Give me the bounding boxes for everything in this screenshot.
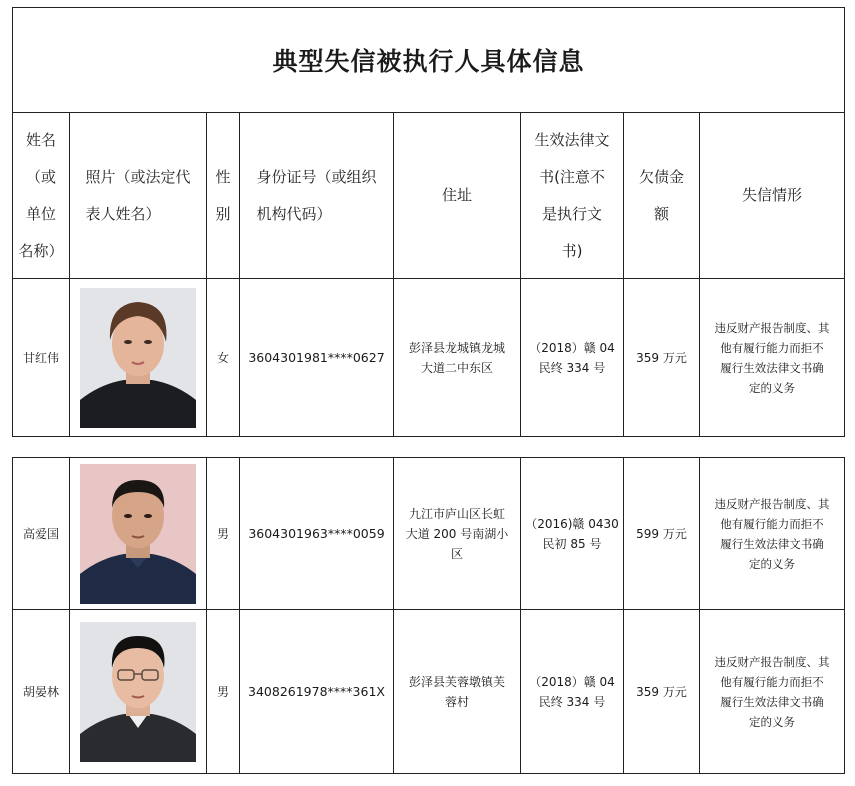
gender: 男 <box>207 610 240 774</box>
situation: 违反财产报告制度、其 他有履行能力而拒不 履行生效法律文书确 定的义务 <box>700 458 845 610</box>
court-document: （2018）赣 04 民终 334 号 <box>521 279 624 437</box>
situation: 违反财产报告制度、其 他有履行能力而拒不 履行生效法律文书确 定的义务 <box>700 610 845 774</box>
header-gender: 性 别 <box>207 113 240 279</box>
person-name: 胡晏林 <box>13 610 70 774</box>
portrait-photo <box>80 464 196 604</box>
id-number: 3604301963****0059 <box>240 458 394 610</box>
address: 彭泽县龙城镇龙城 大道二中东区 <box>394 279 521 437</box>
court-document: （2016)赣 0430 民初 85 号 <box>521 458 624 610</box>
header-debt: 欠债金 额 <box>624 113 700 279</box>
person-name: 甘红伟 <box>13 279 70 437</box>
debt-amount: 359 万元 <box>624 279 700 437</box>
header-id: 身份证号（或组织 机构代码） <box>240 113 394 279</box>
table-row <box>13 610 845 774</box>
header-document: 生效法律文 书(注意不 是执行文 书) <box>521 113 624 279</box>
id-number: 3604301981****0627 <box>240 279 394 437</box>
page-title: 典型失信被执行人具体信息 <box>13 8 845 113</box>
address: 九江市庐山区长虹 大道 200 号南湖小 区 <box>394 458 521 610</box>
gender: 女 <box>207 279 240 437</box>
table-row <box>13 279 845 437</box>
table-row <box>13 458 845 610</box>
situation: 违反财产报告制度、其 他有履行能力而拒不 履行生效法律文书确 定的义务 <box>700 279 845 437</box>
header-situation: 失信情形 <box>700 113 845 279</box>
info-table-top <box>12 7 845 437</box>
portrait-photo <box>80 622 196 762</box>
portrait-photo <box>80 288 196 428</box>
info-table-bottom <box>12 457 845 774</box>
photo-cell <box>70 458 207 610</box>
debt-amount: 599 万元 <box>624 458 700 610</box>
photo-cell <box>70 610 207 774</box>
gender: 男 <box>207 458 240 610</box>
header-name: 姓名 （或 单位 名称） <box>13 113 70 279</box>
photo-cell <box>70 279 207 437</box>
id-number: 3408261978****361X <box>240 610 394 774</box>
debt-amount: 359 万元 <box>624 610 700 774</box>
person-name: 高爱国 <box>13 458 70 610</box>
header-row <box>13 113 845 279</box>
address: 彭泽县芙蓉墩镇芙 蓉村 <box>394 610 521 774</box>
header-address: 住址 <box>394 113 521 279</box>
court-document: （2018）赣 04 民终 334 号 <box>521 610 624 774</box>
header-photo: 照片（或法定代 表人姓名） <box>70 113 207 279</box>
